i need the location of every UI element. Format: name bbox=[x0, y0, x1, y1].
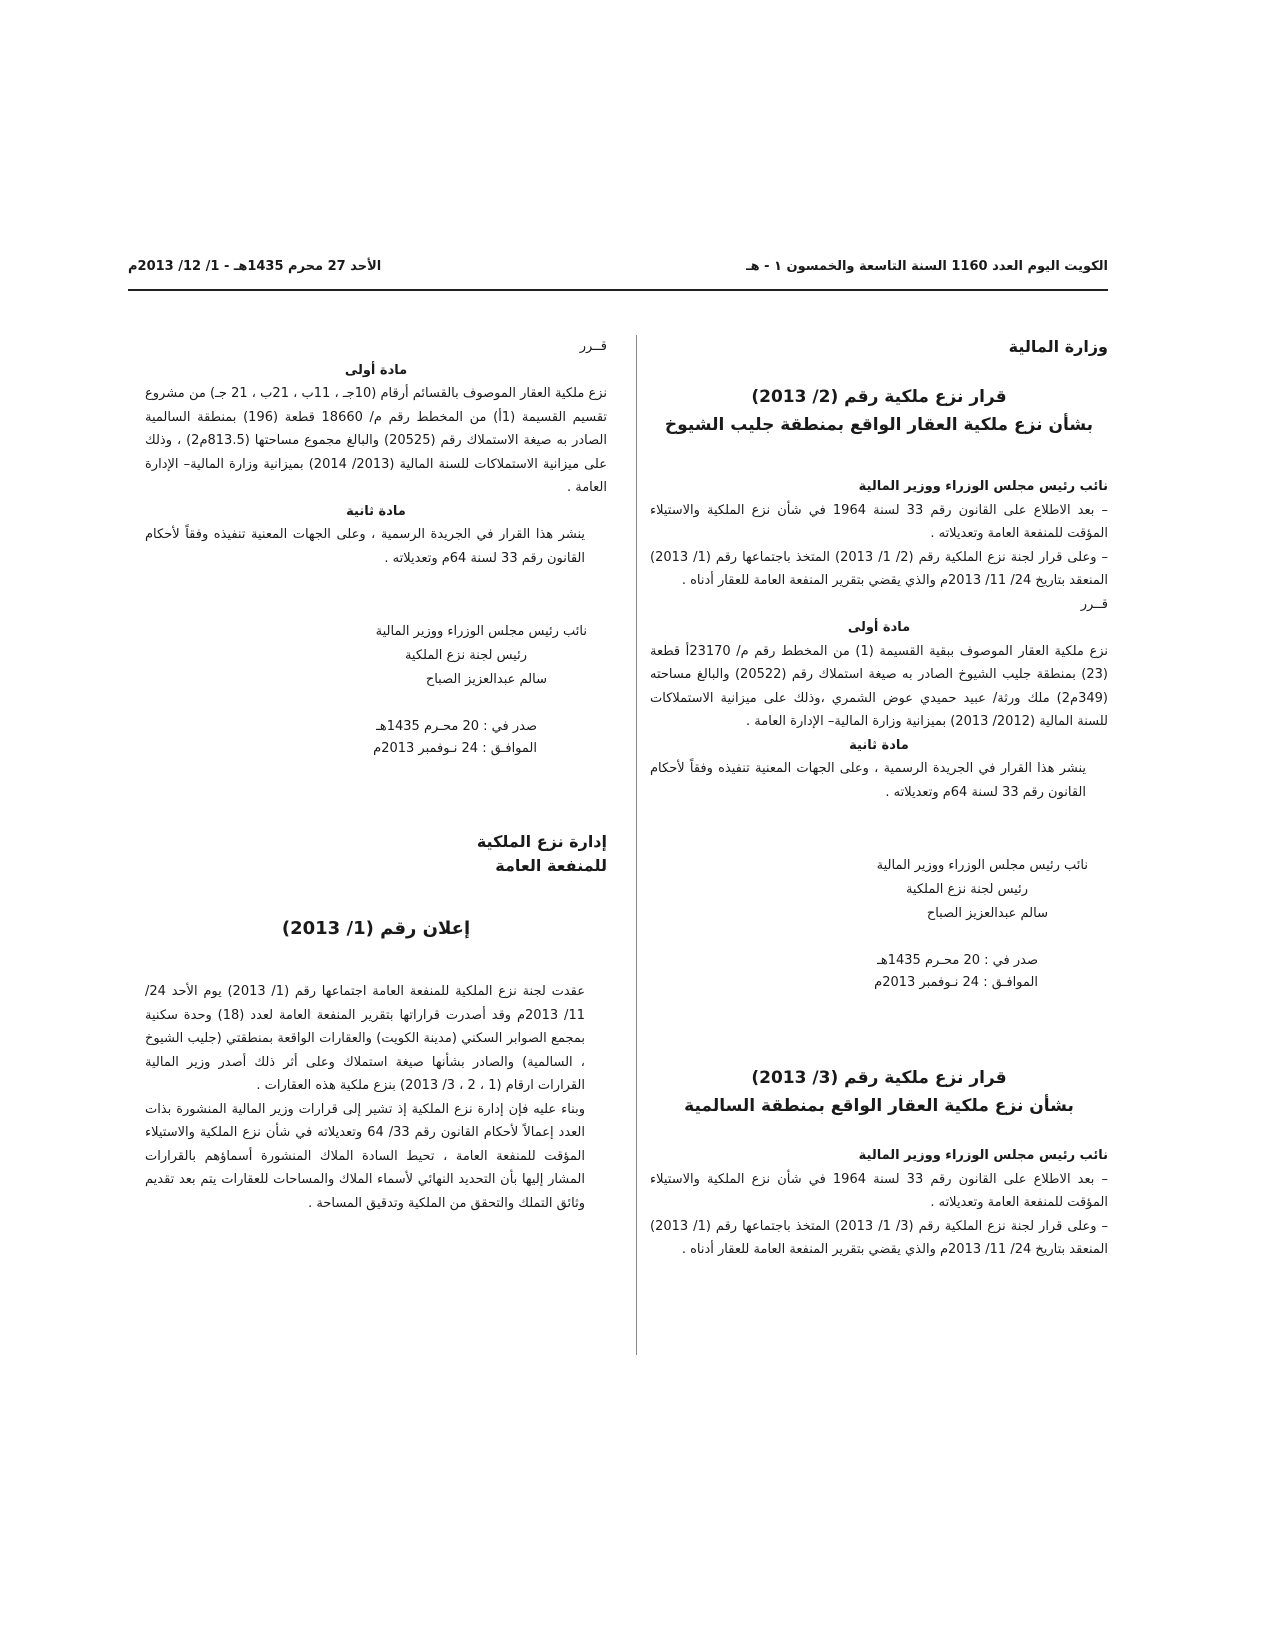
decision2-issuer: نائب رئيس مجلس الوزراء ووزير المالية bbox=[858, 479, 1108, 494]
ministry-heading: وزارة المالية bbox=[1008, 337, 1108, 356]
decision2-issued: صدر في : 20 محـرم 1435هـ bbox=[877, 953, 1038, 968]
header-rule bbox=[128, 289, 1108, 291]
decision2-subtitle: بشأن نزع ملكية العقار الواقع بمنطقة جليب الشيوخ bbox=[664, 415, 1094, 435]
column-divider bbox=[636, 335, 637, 1355]
left-column bbox=[145, 335, 607, 1215]
decision2-decided: قــرر bbox=[1080, 596, 1108, 612]
dept-heading-line2: للمنفعة العامة bbox=[495, 856, 607, 875]
announcement-paragraph2: وبناء عليه فإن إدارة نزع الملكية إذ تشير إلى قرارات وزير المالية المنشورة بذات العدد إعمالاً لأحكام القانون رقم 33/ 64 وتعديلاته في شأن نزع الملكية والاستيلاء المؤقت للمنفعة العامة ، تحيط السادة الملاك المنشورة أسماؤهم بالقرارات المشار إليها بأن التحديد النهائي لأسماء الملاك والمساحات للعقارات يتم بعد تقديم وثائق التملك والتحقق من الملكية وتدقيق المساحة . bbox=[145, 1101, 586, 1211]
decision2-article1-head: مادة أولى bbox=[847, 620, 911, 635]
announcement-paragraph1: عقدت لجنة نزع الملكية للمنفعة العامة اجتماعها رقم (1/ 2013) يوم الأحد 24/ 11/ 2013م وقد أصدرت قراراتها بتقرير المنفعة العامة لعدد (18) وحدة سكنية بمجمع الصوابر السكني (مدينة الكويت) والعقارات الواقعة بمنطقتي (جليب الشيوخ ، السالمية) والصادر بشأنها صيغة استملاك وعلى أثر ذلك أصدر وزير المالية القرارات ارقام (1 ، 2 ، 3/ 2013) بنزع ملكية هذه العقارات . bbox=[145, 984, 585, 1093]
decision3-article2-head: مادة ثانية bbox=[346, 503, 406, 519]
decision2-sig-name: سالم عبدالعزيز الصباح bbox=[926, 906, 1048, 921]
decision3-sig-committee: رئيس لجنة نزع الملكية bbox=[404, 648, 527, 663]
decision3-subtitle: بشأن نزع ملكية العقار الواقع بمنطقة السالمية bbox=[684, 1096, 1074, 1116]
decision3-article1: نزع ملكية العقار الموصوف بالقسائم أرقام (10جـ ، 11ب ، 21ب ، 21 جـ) من مشروع تقسيم القسيمة (1أ) من المخطط رقم م/ 18660 قطعة (196) بمنطقة السالمية الصادر به صيغة الاستملاك رقم (20525) والبالغ مجموع مساحتها (813.5م2) ، وذلك على ميزانية الاستملاكات للسنة المالية (2013/ 2014) بميزانية وزارة المالية– الإدارة العامة . bbox=[145, 386, 608, 495]
decision3-article1-head: مادة أولى bbox=[344, 362, 408, 378]
decision2-article1: نزع ملكية العقار الموصوف ببقية القسيمة (1) من المخطط رقم م/ 23170أ قطعة (23) بمنطقة جليب الشيوخ الصادر به صيغة استملاك رقم (20522) والبالغ مساحته (349م2) ملك ورثة/ عبيد حميدي عوض الشمري ،وذلك على ميزانية الاستملاكات للسنة المالية (2012/ 2013) بميزانية وزارة المالية– الإدارة العامة . bbox=[650, 643, 1108, 729]
decision3-sig-title: نائب رئيس مجلس الوزراء ووزير المالية bbox=[375, 624, 587, 639]
announcement-title: إعلان رقم (1/ 2013) bbox=[281, 918, 471, 939]
decision3-issuer: نائب رئيس مجلس الوزراء ووزير المالية bbox=[858, 1148, 1108, 1163]
decision3-corresponding: الموافـق : 24 نـوفمبر 2013م bbox=[373, 741, 537, 756]
header-issue-info: الكويت اليوم العدد 1160 السنة التاسعة والخمسون ١ - هـ bbox=[746, 258, 1108, 274]
decision3-sig-name: سالم عبدالعزيز الصباح bbox=[425, 672, 547, 687]
decision2-sig-committee: رئيس لجنة نزع الملكية bbox=[905, 882, 1028, 897]
decision2-preamble2: – وعلى قرار لجنة نزع الملكية رقم (2/ 1/ 2013) المتخذ باجتماعها رقم (1/ 2013) المنعقد بتاريخ 24/ 11/ 2013م والذي يقضي بتقرير المنفعة العامة للعقار أدناه . bbox=[650, 549, 1108, 588]
right-column bbox=[650, 335, 1108, 1262]
decision3-article2: ينشر هذا القرار في الجريدة الرسمية ، وعلى الجهات المعنية تنفيذه وفقاً لأحكام القانون رقم 33 لسنة 64م وتعديلاته . bbox=[145, 527, 585, 566]
decision2-sig-title: نائب رئيس مجلس الوزراء ووزير المالية bbox=[876, 858, 1088, 873]
dept-heading-line1: إدارة نزع الملكية bbox=[476, 832, 607, 851]
running-header bbox=[128, 255, 1108, 277]
decision2-corresponding: الموافـق : 24 نـوفمبر 2013م bbox=[874, 975, 1038, 990]
decision2-title: قرار نزع ملكية رقم (2/ 2013) bbox=[751, 387, 1007, 407]
decision3-decided: قــرر bbox=[579, 339, 607, 354]
decision3-preamble1: – بعد الاطلاع على القانون رقم 33 لسنة 1964 في شأن نزع الملكية والاستيلاء المؤقت للمنفعة العامة وتعديلاته . bbox=[650, 1171, 1108, 1210]
header-date: الأحد 27 محرم 1435هـ - 1/ 12/ 2013م bbox=[128, 258, 382, 274]
decision3-title: قرار نزع ملكية رقم (3/ 2013) bbox=[751, 1068, 1007, 1088]
decision3-preamble2: – وعلى قرار لجنة نزع الملكية رقم (3/ 1/ 2013) المتخذ باجتماعها رقم (1/ 2013) المنعقد بتاريخ 24/ 11/ 2013م والذي يقضي بتقرير المنفعة العامة للعقار أدناه . bbox=[650, 1218, 1108, 1257]
decision2-signature bbox=[650, 854, 1108, 926]
decision3-signature bbox=[145, 620, 607, 692]
decision2-preamble1: – بعد الاطلاع على القانون رقم 33 لسنة 1964 في شأن نزع الملكية والاستيلاء المؤقت للمنفعة العامة وتعديلاته . bbox=[650, 502, 1108, 541]
decision2-article2-head: مادة ثانية bbox=[849, 737, 909, 753]
decision3-issued: صدر في : 20 محـرم 1435هـ bbox=[376, 719, 537, 734]
decision2-article2: ينشر هذا القرار في الجريدة الرسمية ، وعلى الجهات المعنية تنفيذه وفقاً لأحكام القانون رقم 33 لسنة 64م وتعديلاته . bbox=[650, 761, 1086, 800]
